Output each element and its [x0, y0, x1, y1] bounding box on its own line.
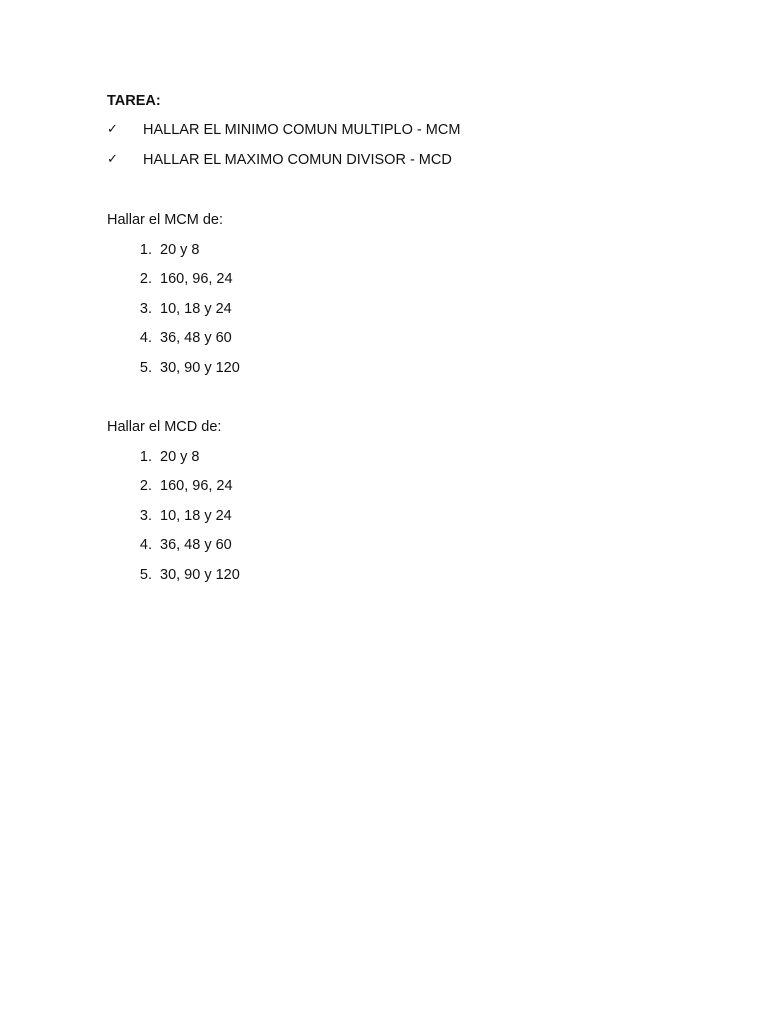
list-item — [107, 507, 240, 537]
list-number: 4. — [139, 330, 152, 347]
list-item — [107, 241, 240, 271]
task-item — [107, 151, 460, 181]
mcd-list — [107, 448, 240, 596]
list-text: 20 y 8 — [160, 241, 200, 258]
mcm-list — [107, 241, 240, 389]
page-heading: TAREA: — [107, 93, 161, 109]
list-text: 10, 18 y 24 — [160, 507, 232, 524]
list-text: 36, 48 y 60 — [160, 330, 232, 347]
list-item — [107, 536, 240, 566]
list-text: 30, 90 y 120 — [160, 566, 240, 583]
list-item — [107, 477, 240, 507]
list-text: 160, 96, 24 — [160, 478, 233, 495]
mcd-section — [107, 418, 240, 596]
list-number: 4. — [139, 537, 152, 554]
list-number: 1. — [139, 241, 152, 258]
list-text: 30, 90 y 120 — [160, 359, 240, 376]
mcm-section-title: Hallar el MCM de: — [107, 212, 224, 228]
list-item — [107, 270, 240, 300]
task-checklist — [107, 121, 460, 180]
mcm-section — [107, 211, 240, 389]
task-text: HALLAR EL MAXIMO COMUN DIVISOR - MCD — [143, 151, 452, 168]
list-item — [107, 359, 240, 389]
list-number: 5. — [139, 566, 152, 583]
mcd-section-title: Hallar el MCD de: — [107, 419, 222, 435]
list-item — [107, 329, 240, 359]
list-text: 20 y 8 — [160, 448, 200, 465]
list-text: 10, 18 y 24 — [160, 300, 232, 317]
list-number: 2. — [139, 271, 152, 288]
list-item — [107, 566, 240, 596]
task-item — [107, 121, 460, 151]
checkmark-icon: ✓ — [107, 151, 118, 167]
list-item — [107, 300, 240, 330]
list-number: 3. — [139, 300, 152, 317]
checkmark-icon: ✓ — [107, 122, 118, 137]
list-number: 3. — [139, 507, 152, 524]
task-text: HALLAR EL MINIMO COMUN MULTIPLO - MCM — [143, 122, 461, 138]
list-text: 160, 96, 24 — [160, 271, 233, 288]
list-number: 5. — [139, 359, 152, 376]
list-number: 2. — [139, 478, 152, 495]
list-text: 36, 48 y 60 — [160, 537, 232, 554]
list-item — [107, 448, 240, 478]
list-number: 1. — [139, 448, 152, 465]
